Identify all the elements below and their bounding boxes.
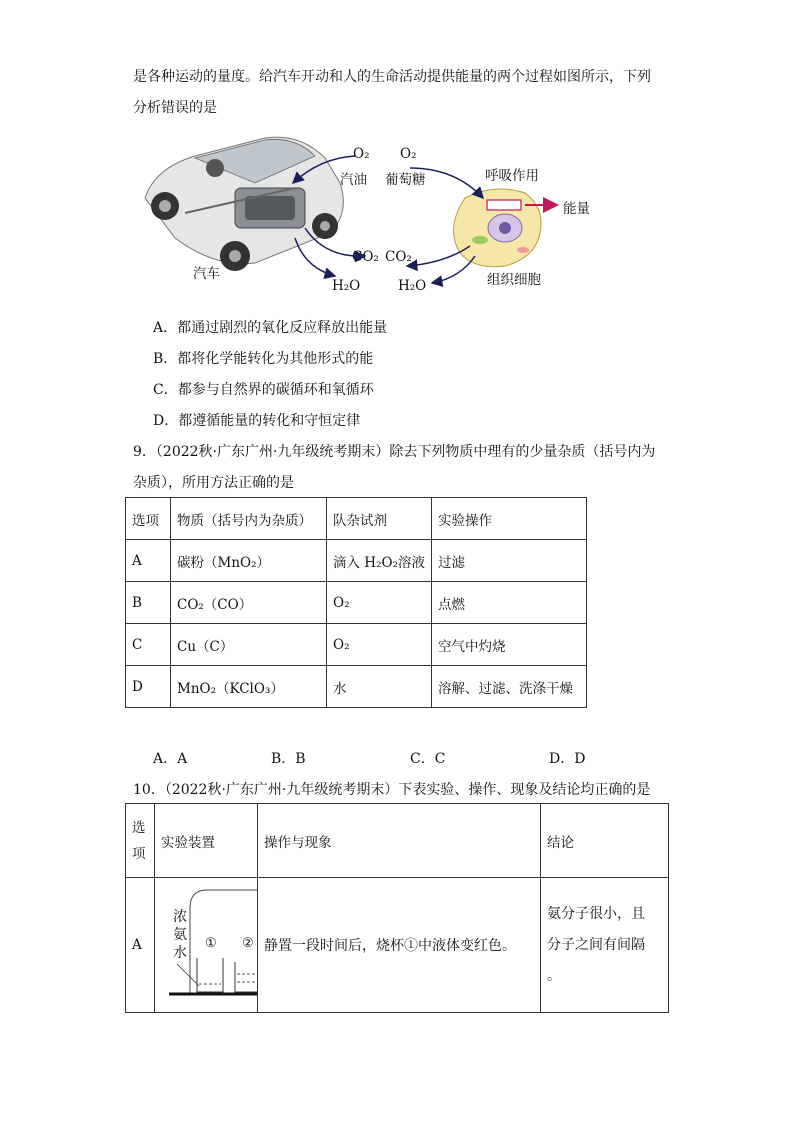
table-cell: 空气中灼烧 <box>432 624 587 666</box>
header-cell: 操作与现象 <box>258 804 541 878</box>
header-cell: 物质（括号内为杂质） <box>171 498 327 540</box>
header-cell: 选项 <box>126 498 171 540</box>
energy-figure <box>135 128 605 298</box>
label-h2o-left: H₂O <box>332 278 361 294</box>
apparatus-cell <box>155 878 258 1013</box>
table-cell: 碳粉（MnO₂） <box>171 540 327 582</box>
table-cell: 滴入 H₂O₂溶液 <box>327 540 432 582</box>
beaker-1-label: ① <box>205 936 217 951</box>
table-row <box>126 540 587 582</box>
label-glucose: 葡萄糖 <box>385 172 426 188</box>
table-cell: 溶解、过滤、洗涤干燥 <box>432 666 587 708</box>
table-cell: C <box>126 624 171 666</box>
q10-table <box>125 803 669 1013</box>
table-row <box>126 666 587 708</box>
table-cell: 点燃 <box>432 582 587 624</box>
table-cell: 氨分子很小，且 分子之间有间隔 。 <box>541 878 669 1013</box>
q9-option-c: C．C <box>410 751 446 767</box>
table-cell: D <box>126 666 171 708</box>
table-cell: O₂ <box>327 624 432 666</box>
header-cell: 实验装置 <box>155 804 258 878</box>
q8-option-d: D．都遵循能量的转化和守恒定律 <box>153 413 361 429</box>
table-cell: 静置一段时间后，烧杯①中液体变红色。 <box>258 878 541 1013</box>
table-cell: 水 <box>327 666 432 708</box>
table-header-row <box>126 804 669 878</box>
header-cell: 结论 <box>541 804 669 878</box>
label-o2-right: O₂ <box>400 146 417 162</box>
q8-option-a: A．都通过剧烈的氧化反应释放出能量 <box>153 320 388 336</box>
q9-stem-line-1: 9．（2022秋·广东广州·九年级统考期末）除去下列物质中理有的少量杂质（括号内为 <box>133 444 656 460</box>
label-respiration: 呼吸作用 <box>485 168 539 184</box>
table-row <box>126 878 669 1013</box>
table-cell: CO₂（CO） <box>171 582 327 624</box>
q9-option-a: A．A <box>153 751 188 767</box>
q8-option-b: B．都将化学能转化为其他形式的能 <box>153 351 374 367</box>
table-header-row <box>126 498 587 540</box>
q8-option-c: C．都参与自然界的碳循环和氧循环 <box>153 382 374 398</box>
q9-option-b: B．B <box>271 751 306 767</box>
table-cell: MnO₂（KClO₃） <box>171 666 327 708</box>
table-cell: O₂ <box>327 582 432 624</box>
cell-illustration <box>454 189 541 267</box>
q9-table <box>125 497 587 708</box>
table-cell: B <box>126 582 171 624</box>
label-tissue-cell: 组织细胞 <box>487 272 541 288</box>
label-car: 汽车 <box>193 266 220 282</box>
ammonia-label: 浓 氨 水 <box>173 909 187 961</box>
label-co2-right: CO₂ <box>385 249 412 265</box>
header-cell: 实验操作 <box>432 498 587 540</box>
table-cell: A <box>126 878 155 1013</box>
apparatus-drawing <box>155 878 257 1012</box>
header-cell: 选 项 <box>126 804 155 878</box>
beaker-2-label: ② <box>242 936 254 951</box>
intro-line-1: 是各种运动的量度。给汽车开动和人的生命活动提供能量的两个过程如图所示，下列 <box>133 69 651 85</box>
label-energy: 能量 <box>563 201 590 217</box>
label-gasoline: 汽油 <box>340 172 367 188</box>
q9-stem-line-2: 杂质），所用方法正确的是 <box>133 475 294 491</box>
table-cell: Cu（C） <box>171 624 327 666</box>
car-illustration <box>145 137 343 271</box>
label-o2-left: O₂ <box>353 146 370 162</box>
table-cell: 过滤 <box>432 540 587 582</box>
label-co2-left: CO₂ <box>352 249 379 265</box>
label-h2o-right: H₂O <box>398 278 427 294</box>
q9-option-d: D．D <box>549 751 586 767</box>
table-row <box>126 624 587 666</box>
intro-line-2: 分析错误的是 <box>133 100 217 116</box>
header-cell: 队杂试剂 <box>327 498 432 540</box>
q10-stem: 10．（2022秋·广东广州·九年级统考期末）下表实验、操作、现象及结论均正确的是 <box>133 782 651 798</box>
table-row <box>126 582 587 624</box>
table-cell: A <box>126 540 171 582</box>
